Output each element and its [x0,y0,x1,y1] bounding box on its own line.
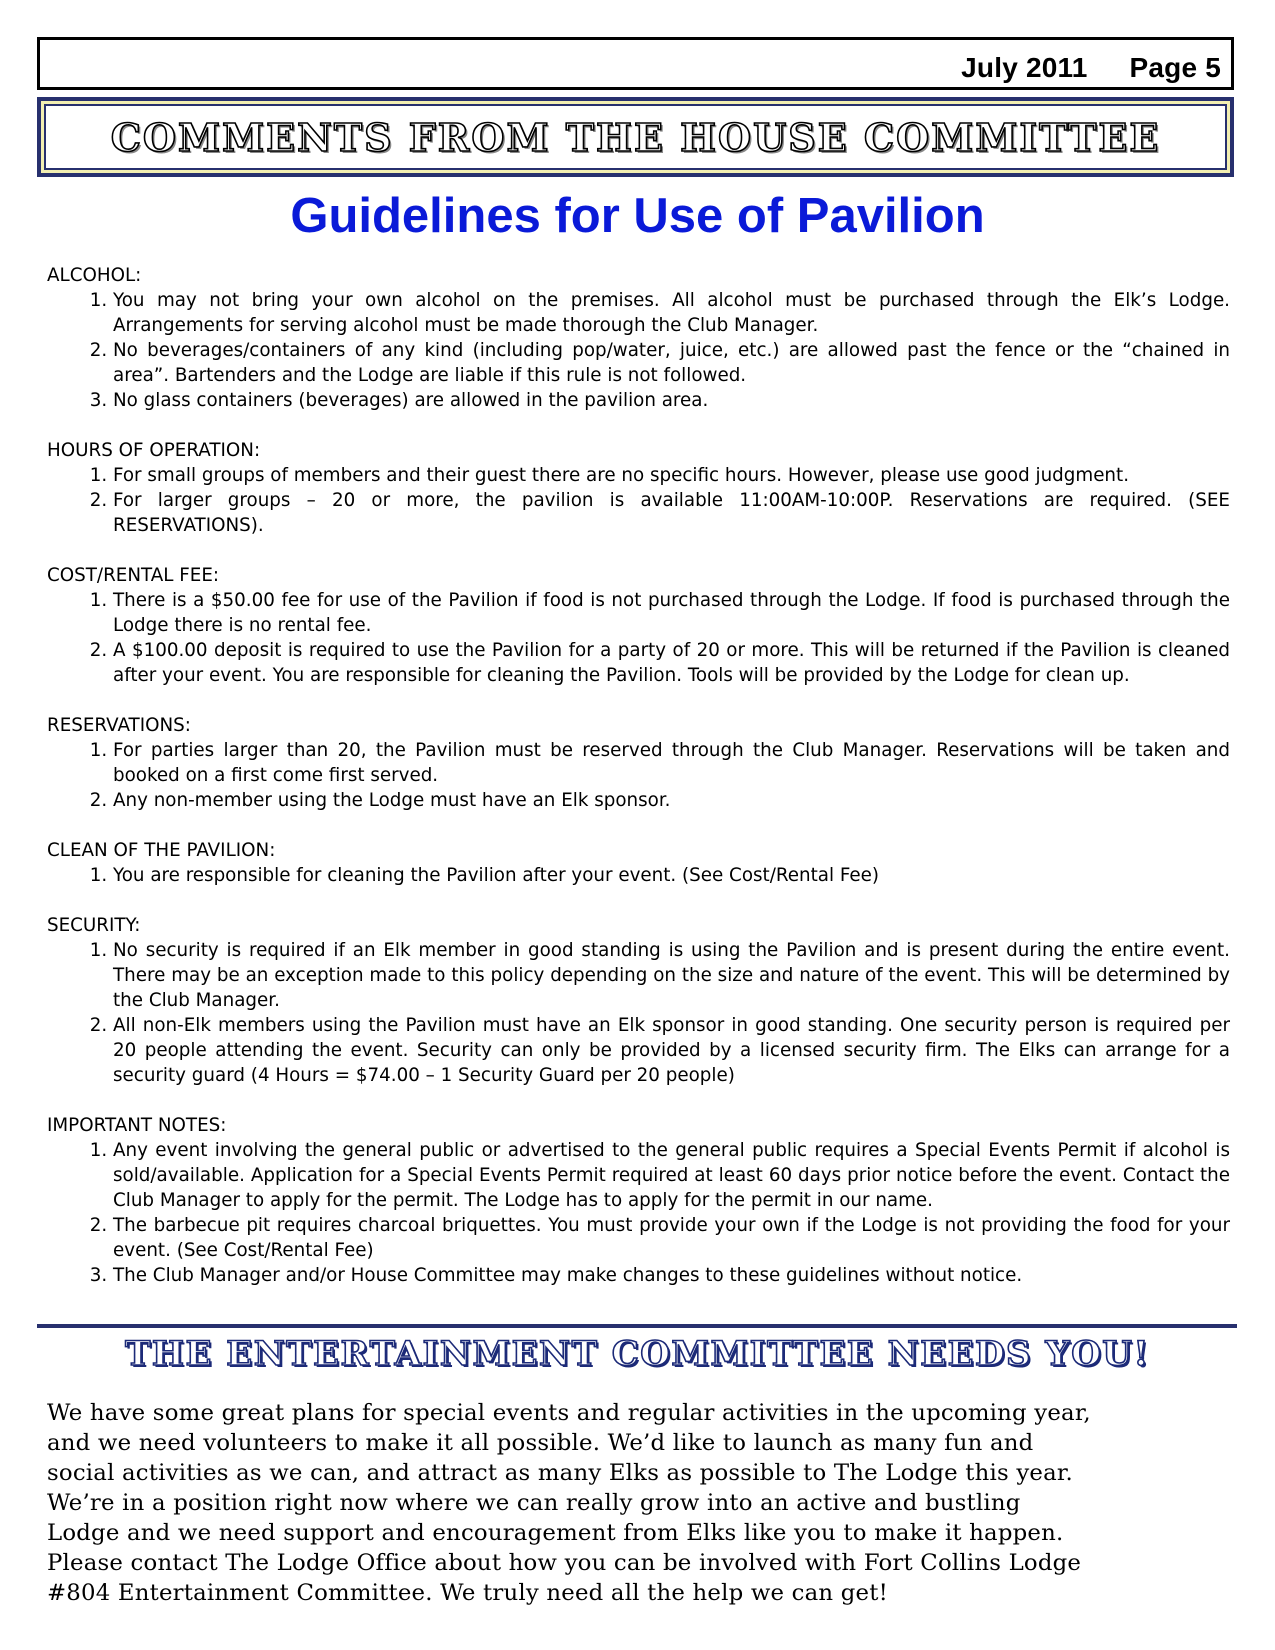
guideline-list [47,863,1230,888]
body-line: social activities as we can, and attract as many Elks as possible to The Lodge this year. [47,1460,1073,1486]
section-heading: SECURITY: [47,915,141,936]
guideline-item: 1. Any event involving the general public or advertised to the general public requires a Special Events Permit if alcohol is sold/available. Application for a Special Events Permit required at least 60 days prior notice before the event. Contact the Club Manager to apply for the permit. The Lodge has to apply for the permit in our name. [113,1138,1230,1213]
guideline-item: 1. You may not bring your own alcohol on the premises. All alcohol must be purchased through the Elk’s Lodge. Arrangements for serving alcohol must be made thorough the Club Manager. [113,288,1230,338]
guideline-item: 1. There is a $50.00 fee for use of the Pavilion if food is not purchased through the Lodge. If food is purchased through the Lodge there is no rental fee. [113,588,1230,638]
guideline-list [47,588,1230,688]
entertainment-title: THE ENTERTAINMENT COMMITTEE NEEDS YOU! [125,1334,1150,1374]
guideline-item: 2. For larger groups – 20 or more, the pavilion is available 11:00AM-10:00P. Reservations are required. (SEE RESERVATIONS). [113,488,1230,538]
guideline-item: 2. The barbecue pit requires charcoal briquettes. You must provide your own if the Lodge is not providing the food for your event. (See Cost/Rental Fee) [113,1213,1230,1263]
issue-date: July 2011 [961,52,1088,83]
guideline-item: 1. For small groups of members and their guest there are no specific hours. However, please use good judgment. [113,463,1230,488]
guideline-list [47,938,1230,1088]
guideline-item: 3. No glass containers (beverages) are allowed in the pavilion area. [113,388,1230,413]
section-hours [47,438,1230,538]
section-heading: IMPORTANT NOTES: [47,1115,227,1136]
body-line: #804 Entertainment Committee. We truly need all the help we can get! [47,1580,888,1606]
section-heading: COST/RENTAL FEE: [47,565,220,586]
guideline-item: 1. For parties larger than 20, the Pavilion must be reserved through the Club Manager. Reservations will be taken and booked on a first come first served. [113,738,1230,788]
guideline-item: 2. No beverages/containers of any kind (including pop/water, juice, etc.) are allowed past the fence or the “chained in area”. Bartenders and the Lodge are liable if this rule is not followed. [113,338,1230,388]
guideline-item: 2. Any non-member using the Lodge must have an Elk sponsor. [113,788,1230,813]
guideline-item: 1. No security is required if an Elk member in good standing is using the Pavilion and is present during the entire event. There may be an exception made to this policy depending on the size and nature of the event. This will be determined by the Club Manager. [113,938,1230,1013]
guideline-list [47,1138,1230,1288]
guideline-list [47,738,1230,813]
section-banner [37,97,1234,177]
guideline-list [47,288,1230,413]
body-line: Lodge and we need support and encouragement from Elks like you to make it happen. [47,1520,1064,1546]
section-heading: HOURS OF OPERATION: [47,440,261,461]
section-reservations [47,713,1230,813]
section-heading: RESERVATIONS: [47,715,191,736]
section-heading: ALCOHOL: [47,265,142,286]
section-notes [47,1113,1230,1288]
section-security [47,913,1230,1088]
body-line: and we need volunteers to make it all possible. We’d like to launch as many fun and [47,1430,1034,1456]
guideline-item: 1. You are responsible for cleaning the Pavilion after your event. (See Cost/Rental Fee) [113,863,1230,888]
section-clean [47,838,1230,888]
page-number: Page 5 [1129,52,1221,83]
page-header [37,37,1234,90]
page-title: Guidelines for Use of Pavilion [290,189,985,243]
header-info [961,52,1221,84]
guideline-item: 2. A $100.00 deposit is required to use the Pavilion for a party of 20 or more. This will be returned if the Pavilion is cleaned after your event. You are responsible for cleaning the Pavilion. Tools will be provided by the Lodge for clean up. [113,638,1230,688]
section-alcohol [47,263,1230,413]
section-cost [47,563,1230,688]
body-line: We’re in a position right now where we can really grow into an active and bustling [47,1490,1021,1516]
section-heading: CLEAN OF THE PAVILION: [47,840,276,861]
guideline-item: 2. All non-Elk members using the Pavilion must have an Elk sponsor in good standing. One security person is required per 20 people attending the event. Security can only be provided by a licensed security firm. The Elks can arrange for a security guard (4 Hours = $74.00 – 1 Security Guard per 20 people) [113,1013,1230,1088]
guideline-item: 3. The Club Manager and/or House Committee may make changes to these guidelines without notice. [113,1263,1230,1288]
banner-title: COMMENTS FROM THE HOUSE COMMITTEE [110,114,1161,160]
body-line: We have some great plans for special events and regular activities in the upcoming year, [47,1400,1091,1426]
guideline-list [47,463,1230,538]
body-line: Please contact The Lodge Office about how you can be involved with Fort Collins Lodge [47,1550,1082,1576]
guidelines-content [47,263,1230,1313]
section-divider [37,1324,1237,1328]
entertainment-body [47,1398,1237,1608]
